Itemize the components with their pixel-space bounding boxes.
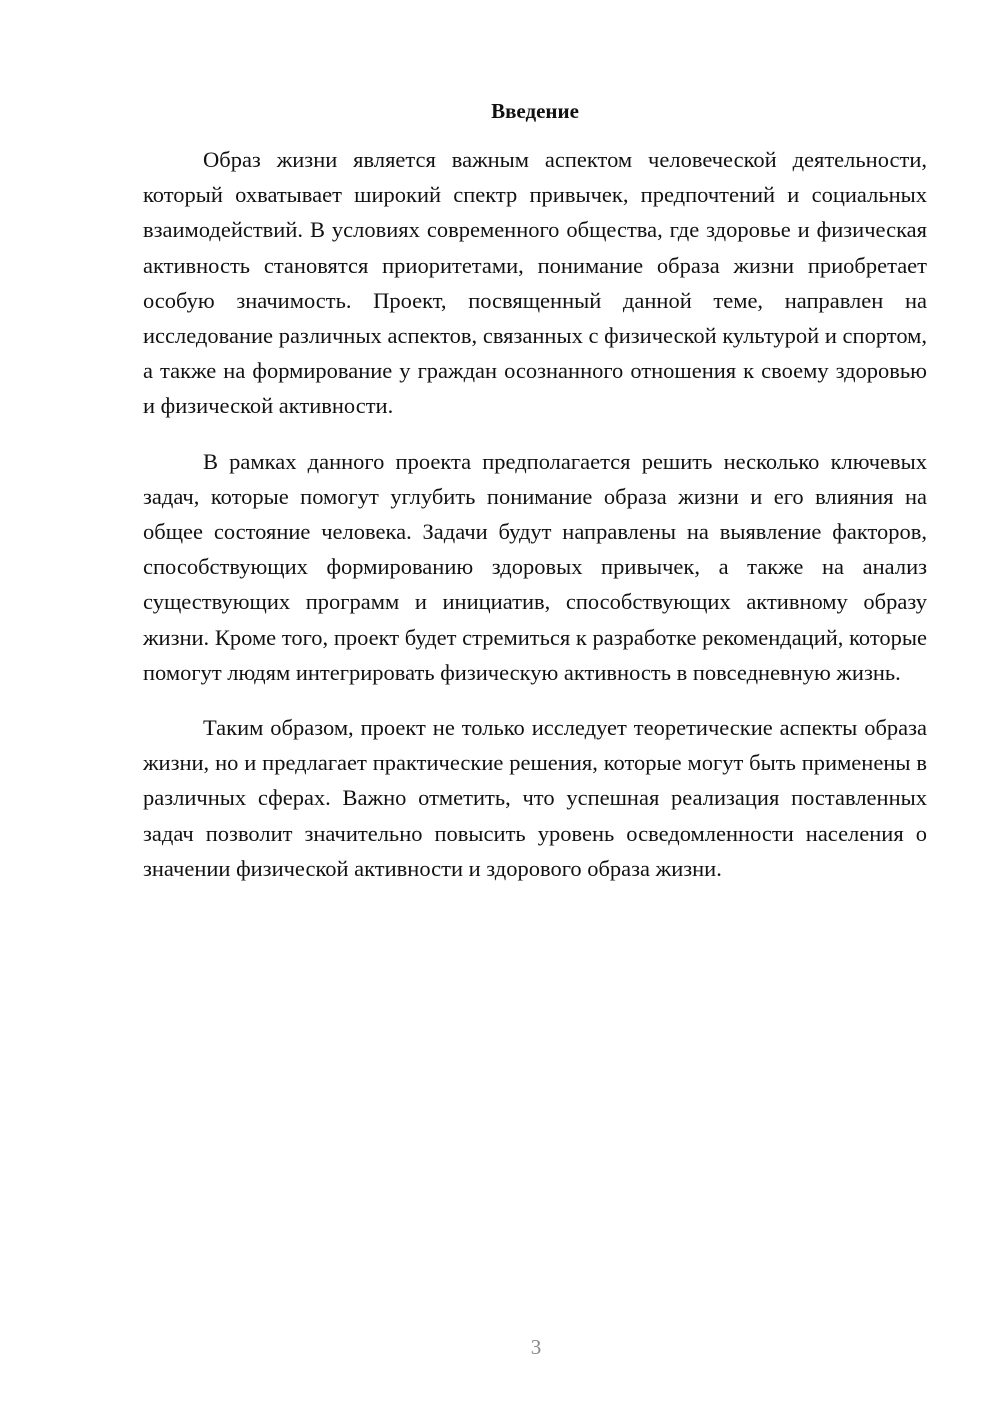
section-heading: Введение — [491, 99, 579, 123]
body-text — [143, 142, 927, 906]
paragraph-3: Таким образом, проект не только исследует теоретические аспекты образа жизни, но и предлагает практические решения, которые могут быть применены в различных сферах. Важно отметить, что успешная реализация поставленных задач позволит значительно повысить уровень осведомленности населения о значении физической активности и здорового образа жизни. — [143, 715, 927, 881]
paragraph-2: В рамках данного проекта предполагается решить несколько ключевых задач, которые помогут углубить понимание образа жизни и его влияния на общее состояние человека. Задачи будут направлены на выявление факторов, способствующих формированию здоровых привычек, а также на анализ существующих программ и инициатив, способствующих активному образу жизни. Кроме того, проект будет стремиться к разработке рекомендаций, которые помогут людям интегрировать физическую активность в повседневную жизнь. — [143, 448, 927, 685]
paragraph-1: Образ жизни является важным аспектом человеческой деятельности, который охватывает широкий спектр привычек, предпочтений и социальных взаимодействий. В условиях современного общества, где здоровье и физическая активность становятся приоритетами, понимание образа жизни приобретает особую значимость. Проект, посвященный данной теме, направлен на исследование различных аспектов, связанных с физической культурой и спортом, а также на формирование у граждан осознанного отношения к своему здоровью и физической активности. — [143, 147, 927, 419]
page-number: 3 — [530, 1335, 542, 1359]
